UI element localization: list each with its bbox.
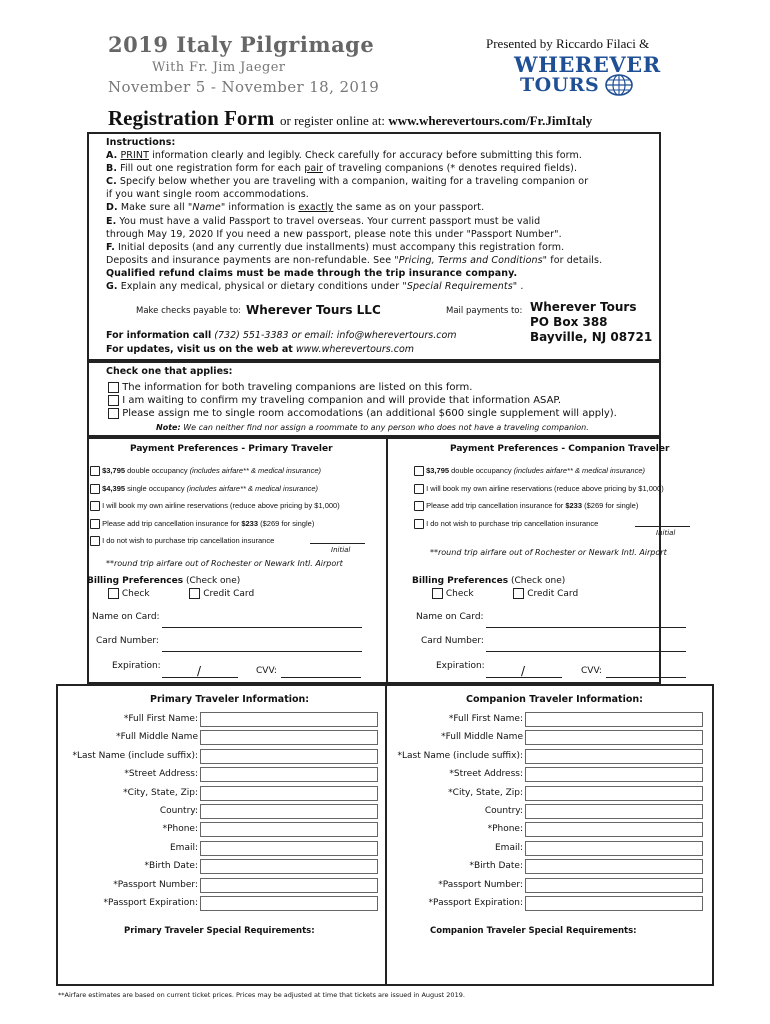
instruction-b: B. Fill out one registration form for each pair of traveling companions (* denotes required fields). [106, 163, 578, 175]
instructions [106, 136, 654, 293]
companion-traveler-field-input[interactable] [525, 730, 703, 745]
online-url[interactable]: www.wherevertours.com/Fr.JimItaly [388, 113, 593, 128]
qualified-refund: Qualified refund claims must be made through the trip insurance company. [106, 267, 518, 279]
companion-card-number-field[interactable] [486, 651, 686, 652]
primary-billing-credit-checkbox[interactable] [189, 588, 200, 599]
trip-title: 2019 Italy Pilgrimage [108, 32, 375, 57]
companion-expiration-label: Expiration: [436, 661, 485, 671]
companion-special-requirements: Companion Traveler Special Requirements: [430, 926, 637, 936]
option-both-listed-label: The information for both traveling companions are listed on this form. [122, 382, 473, 393]
mail-address: Wherever Tours PO Box 388 Bayville, NJ 08721 [530, 300, 653, 344]
option-waiting-label: I am waiting to confirm my traveling companion and will provide that information ASAP. [122, 395, 562, 406]
companion-traveler-field-input[interactable] [525, 878, 703, 893]
companion-traveler-field-input[interactable] [525, 859, 703, 874]
primary-billing-options: Check Credit Card [108, 588, 254, 599]
companion-initial-line[interactable] [635, 526, 690, 527]
primary-traveler-field-input[interactable] [200, 712, 378, 727]
primary-expiration-label: Expiration: [112, 661, 161, 671]
primary-special-requirements: Primary Traveler Special Requirements: [124, 926, 315, 936]
primary-initial-line[interactable] [310, 543, 365, 544]
companion-billing-credit-checkbox[interactable] [513, 588, 524, 599]
companion-cvv-field[interactable] [606, 677, 686, 678]
companion-traveler-field-input[interactable] [525, 822, 703, 837]
companion-traveler-field-input[interactable] [525, 786, 703, 801]
companion-traveler-field-label: *City, State, Zip: [448, 787, 523, 798]
instruction-g: G. Explain any medical, physical or dietary conditions under "Special Requirements" . [106, 281, 524, 293]
companion-billing-options: Check Credit Card [432, 588, 578, 599]
info-line: For information call (732) 551-3383 or email: info@wherevertours.com [106, 330, 457, 341]
primary-traveler-field-input[interactable] [200, 896, 378, 911]
companion-traveler-field-label: *Passport Number: [438, 879, 523, 890]
instruction-a: A. PRINT information clearly and legibly. Check carefully for accuracy before submitting this form. [106, 150, 582, 162]
instructions-heading: Instructions: [106, 137, 176, 148]
instruction-f-cont: Deposits and insurance payments are non-refundable. See "Pricing, Terms and Conditions" for details. [106, 254, 603, 266]
primary-special-requirements-area[interactable] [62, 938, 380, 982]
companion-traveler-field-label: *Street Address: [449, 769, 523, 780]
companion-special-requirements-area[interactable] [390, 938, 710, 982]
instruction-d: D. Make sure all "Name" information is exactly the same as on your passport. [106, 202, 485, 214]
primary-cvv-label: CVV: [256, 666, 277, 676]
mail-payments-label: Mail payments to: [446, 306, 523, 316]
primary-expiration-slash: / [197, 664, 202, 678]
primary-double-checkbox[interactable] [90, 466, 100, 476]
instruction-e-cont: through May 19, 2020 If you need a new passport, please note this under "Passport Number". [106, 228, 562, 240]
primary-own-airline-checkbox[interactable] [90, 501, 100, 511]
primary-traveler-field-input[interactable] [200, 786, 378, 801]
primary-traveler-field-input[interactable] [200, 878, 378, 893]
companion-airfare-note: **round trip airfare out of Rochester or Newark Intl. Airport [430, 548, 667, 557]
online-prefix: or register online at: [280, 113, 386, 128]
instruction-f: F. Initial deposits (and any currently due installments) must accompany this registration form. [106, 241, 565, 253]
primary-cvv-field[interactable] [281, 677, 361, 678]
companion-billing-check-checkbox[interactable] [432, 588, 443, 599]
primary-traveler-field-label: *Birth Date: [144, 861, 198, 872]
option-single-room-checkbox[interactable] [108, 408, 119, 419]
instruction-c: C. Specify below whether you are traveling with a companion, waiting for a traveling companion or [106, 176, 589, 188]
primary-initial-label: Initial [331, 546, 351, 554]
primary-traveler-field-input[interactable] [200, 841, 378, 856]
option-waiting-checkbox[interactable] [108, 395, 119, 406]
primary-traveler-field-input[interactable] [200, 749, 378, 764]
globe-icon [604, 74, 634, 96]
option-both-listed-checkbox[interactable] [108, 382, 119, 393]
companion-traveler-field-input[interactable] [525, 896, 703, 911]
companion-card-number-label: Card Number: [421, 636, 484, 646]
primary-card-number-field[interactable] [162, 651, 362, 652]
companion-traveler-field-label: *Phone: [487, 824, 523, 835]
instruction-e: E. You must have a valid Passport to travel overseas. Your current passport must be valid [106, 215, 541, 227]
primary-card-number-label: Card Number: [96, 636, 159, 646]
companion-traveler-heading: Companion Traveler Information: [466, 694, 643, 705]
companion-name-on-card-label: Name on Card: [416, 612, 484, 622]
companion-add-insurance-checkbox[interactable] [414, 501, 424, 511]
logo-wherever: WHEREVER [514, 52, 661, 77]
primary-single-checkbox[interactable] [90, 484, 100, 494]
footer-note: **Airfare estimates are based on current ticket prices. Prices may be adjusted at time that tickets are issued in August 2019. [58, 991, 465, 999]
payment-divider [386, 437, 388, 684]
primary-traveler-field-input[interactable] [200, 859, 378, 874]
instruction-c-cont: if you want single room accommodations. [106, 189, 309, 201]
companion-traveler-field-label: Email: [494, 842, 523, 853]
primary-traveler-field-label: *Last Name (include suffix): [72, 750, 198, 761]
primary-traveler-field-label: *Passport Number: [113, 879, 198, 890]
primary-traveler-field-label: *City, State, Zip: [123, 787, 198, 798]
option-single-room-label: Please assign me to single room accomodations (an additional $600 single supplement will apply). [122, 408, 617, 419]
primary-traveler-field-input[interactable] [200, 767, 378, 782]
primary-traveler-field-label: Country: [159, 806, 198, 816]
companion-traveler-field-input[interactable] [525, 749, 703, 764]
companion-traveler-field-label: *Last Name (include suffix): [397, 750, 523, 761]
companion-traveler-field-label: *Full Middle Name [441, 732, 523, 743]
trip-dates: November 5 - November 18, 2019 [108, 78, 380, 96]
companion-traveler-field-label: *Birth Date: [469, 861, 523, 872]
primary-airfare-note: **round trip airfare out of Rochester or Newark Intl. Airport [106, 559, 343, 568]
traveler-divider [385, 684, 387, 986]
companion-traveler-field-label: *Full First Name: [448, 714, 523, 724]
primary-traveler-field-input[interactable] [200, 730, 378, 745]
primary-billing-check-checkbox[interactable] [108, 588, 119, 599]
companion-payment-options: $3,795 double occupancy (includes airfare** & medical insurance) I will book my own airline reservations (reduce above pricing by $1,000) Please add trip cancellation insurance for $233 ($269 for single) I do not wish to purchase trip cancellation insurance [414, 462, 664, 532]
companion-billing-heading: Billing Preferences (Check one) [412, 576, 566, 586]
primary-traveler-field-label: Email: [169, 842, 198, 853]
companion-initial-label: Initial [656, 529, 676, 537]
applies-options [108, 381, 617, 420]
applies-note: Note: We can neither find nor assign a roommate to any person who does not have a traveling companion. [156, 423, 589, 432]
companion-cvv-label: CVV: [581, 666, 602, 676]
primary-traveler-field-label: *Full Middle Name [116, 732, 198, 743]
presented-by: Presented by Riccardo Filaci & [486, 36, 650, 51]
companion-no-insurance-checkbox[interactable] [414, 519, 424, 529]
checks-payable-label: Make checks payable to: [136, 306, 242, 316]
companion-traveler-field-input[interactable] [525, 804, 703, 819]
companion-traveler-field-label: Country: [484, 806, 523, 816]
companion-traveler-field-input[interactable] [525, 841, 703, 856]
companion-traveler-field-input[interactable] [525, 767, 703, 782]
companion-double-checkbox[interactable] [414, 466, 424, 476]
form-title: Registration Form [108, 106, 275, 130]
companion-expiration-slash: / [521, 664, 526, 678]
online-registration [280, 113, 592, 129]
companion-name-on-card-field[interactable] [486, 627, 686, 628]
companion-traveler-field-label: *Passport Expiration: [428, 898, 523, 908]
companion-traveler-field-input[interactable] [525, 712, 703, 727]
companion-own-airline-checkbox[interactable] [414, 484, 424, 494]
trip-leader: With Fr. Jim Jaeger [152, 60, 286, 75]
primary-add-insurance-checkbox[interactable] [90, 519, 100, 529]
primary-traveler-field-label: *Phone: [162, 824, 198, 835]
primary-traveler-heading: Primary Traveler Information: [150, 694, 310, 705]
applies-heading: Check one that applies: [106, 366, 233, 377]
updates-line: For updates, visit us on the web at www.wherevertours.com [106, 344, 415, 355]
logo-tours: TOURS [520, 74, 600, 96]
primary-name-on-card-field[interactable] [162, 627, 362, 628]
primary-traveler-field-label: *Street Address: [124, 769, 198, 780]
primary-no-insurance-checkbox[interactable] [90, 536, 100, 546]
checks-payee: Wherever Tours LLC [246, 303, 381, 317]
primary-traveler-field-input[interactable] [200, 804, 378, 819]
companion-payment-heading: Payment Preferences - Companion Traveler [450, 444, 670, 454]
primary-payment-options: $3,795 double occupancy (includes airfare** & medical insurance) $4,395 single occupancy (includes airfare** & medical insurance) I will book my own airline reservations (reduce above pricing by $1,000) Please add trip cancellation insurance for $233 ($269 for single) I do not wish to purchase trip cancellation insurance [90, 462, 340, 550]
primary-billing-heading: Billing Preferences (Check one) [87, 576, 241, 586]
primary-name-on-card-label: Name on Card: [92, 612, 160, 622]
primary-payment-heading: Payment Preferences - Primary Traveler [130, 444, 333, 454]
primary-traveler-field-label: *Passport Expiration: [103, 898, 198, 908]
primary-traveler-field-input[interactable] [200, 822, 378, 837]
primary-traveler-field-label: *Full First Name: [123, 714, 198, 724]
